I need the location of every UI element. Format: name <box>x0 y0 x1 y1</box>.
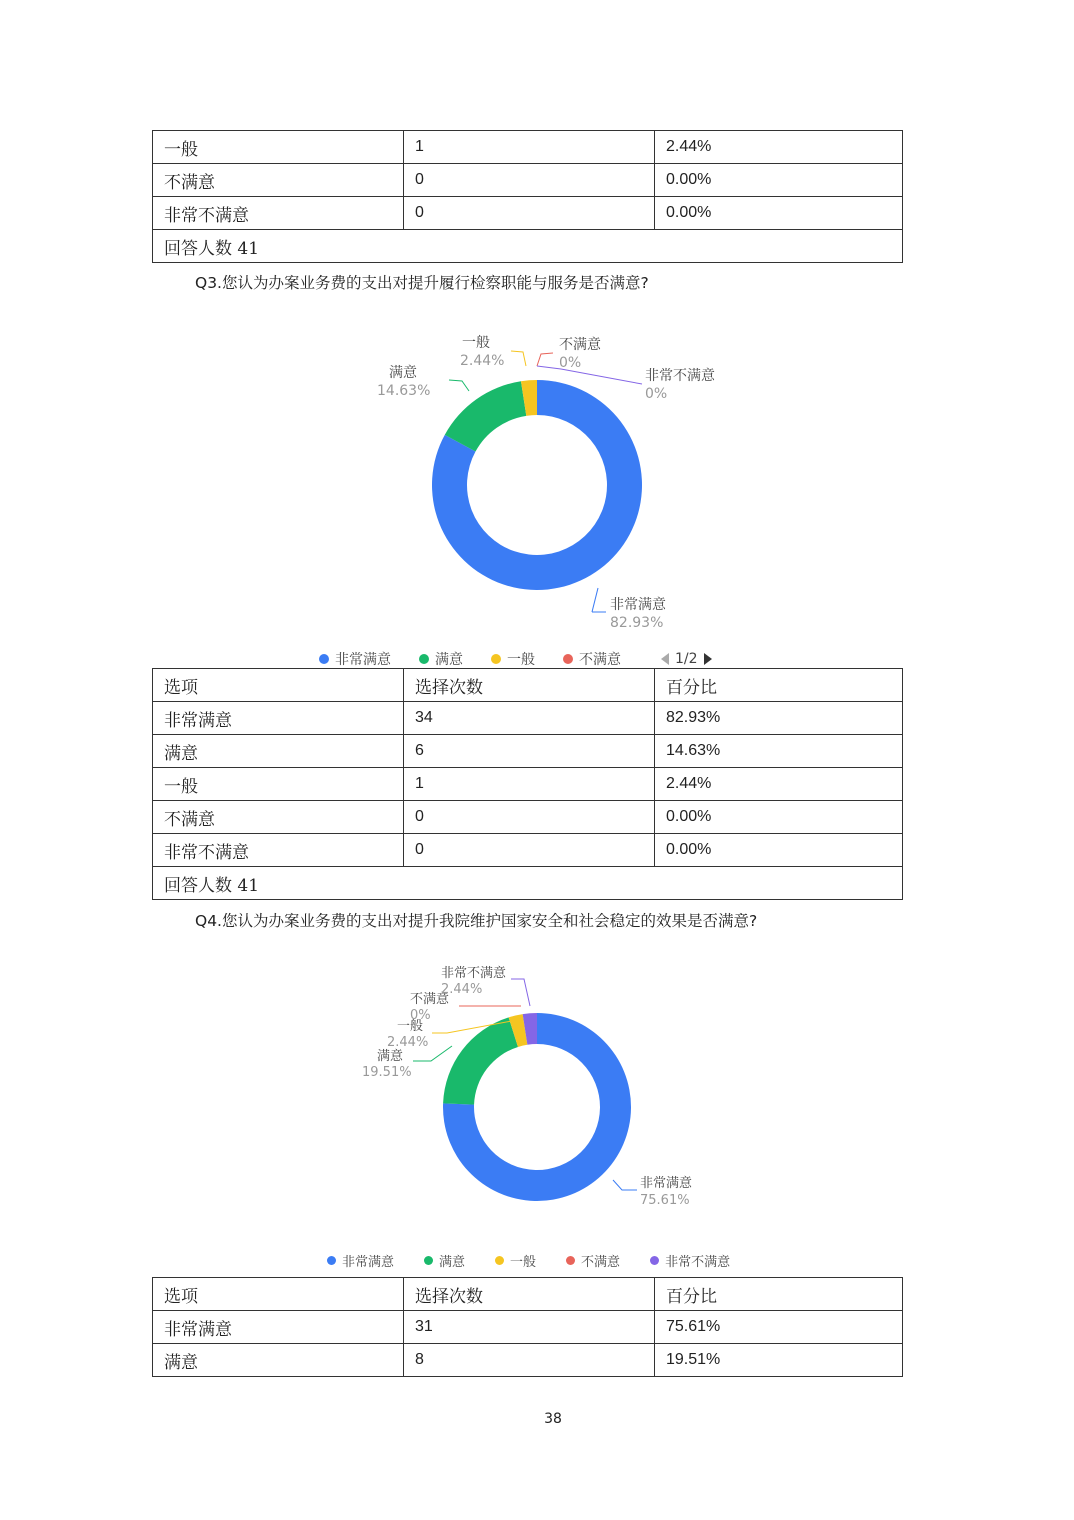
table-row <box>153 1344 903 1377</box>
previous-page-icon[interactable] <box>661 653 669 665</box>
table-header-row <box>153 669 903 702</box>
table-row <box>153 834 903 867</box>
legend-label: 非常不满意 <box>665 1255 731 1270</box>
q4-label-very-satisfied: 非常满意 <box>640 1176 693 1191</box>
legend-dot <box>424 1256 433 1265</box>
legend-item[interactable] <box>495 1251 536 1270</box>
legend-dot <box>491 654 501 664</box>
q4-slices <box>443 1013 631 1201</box>
q3-legend <box>319 649 712 669</box>
legend-label: 满意 <box>435 652 463 668</box>
q3-slices <box>432 380 642 590</box>
table-row <box>153 702 903 735</box>
percent-cell: 0.00% <box>655 834 903 867</box>
header-percent: 百分比 <box>655 669 903 702</box>
header-option: 选项 <box>153 669 404 702</box>
q3-pct-dissatisfied: 0% <box>559 355 582 371</box>
q4-pct-average: 2.44% <box>387 1035 429 1050</box>
respondents-count: 回答人数 41 <box>153 867 903 900</box>
option-cell: 非常满意 <box>153 702 404 735</box>
legend-label: 非常满意 <box>335 652 391 668</box>
legend-label: 不满意 <box>581 1255 621 1270</box>
q3-pct-very-dissatisfied: 0% <box>645 386 668 402</box>
legend-pager <box>661 651 712 667</box>
q4-results-table <box>152 1277 903 1377</box>
legend-dot <box>327 1256 336 1265</box>
count-cell: 1 <box>404 768 655 801</box>
percent-cell: 0.00% <box>655 164 903 197</box>
q3-label-very-dissatisfied: 非常不满意 <box>645 368 715 384</box>
option-cell: 满意 <box>153 1344 404 1377</box>
q4-label-satisfied: 满意 <box>377 1049 404 1064</box>
q4-leader-very-satisfied <box>613 1180 637 1190</box>
q3-results-table <box>152 668 903 900</box>
header-option: 选项 <box>153 1278 404 1311</box>
count-cell: 0 <box>404 164 655 197</box>
option-cell: 非常不满意 <box>153 197 404 230</box>
q3-leader-satisfied <box>449 380 469 391</box>
q3-label-satisfied: 满意 <box>389 365 417 381</box>
percent-cell: 0.00% <box>655 197 903 230</box>
legend-label: 一般 <box>510 1255 537 1270</box>
count-cell: 31 <box>404 1311 655 1344</box>
legend-item[interactable] <box>419 649 463 669</box>
q4-donut-chart <box>0 900 1074 1250</box>
respondents-count: 回答人数 41 <box>153 230 903 263</box>
q4-pct-dissatisfied: 0% <box>410 1008 431 1023</box>
option-cell: 非常不满意 <box>153 834 404 867</box>
q3-leader-average <box>511 351 526 366</box>
q3-slice-1[interactable] <box>445 381 527 451</box>
legend-item[interactable] <box>563 649 621 669</box>
legend-item[interactable] <box>491 649 535 669</box>
q3-label-very-satisfied: 非常满意 <box>610 597 666 613</box>
q4-label-dissatisfied: 不满意 <box>410 992 450 1007</box>
q4-legend <box>327 1251 730 1270</box>
header-count: 选择次数 <box>404 1278 655 1311</box>
q3-pct-average: 2.44% <box>460 353 505 369</box>
table-row <box>153 801 903 834</box>
option-cell: 不满意 <box>153 164 404 197</box>
header-percent: 百分比 <box>655 1278 903 1311</box>
option-cell: 满意 <box>153 735 404 768</box>
percent-cell: 0.00% <box>655 801 903 834</box>
legend-label: 一般 <box>507 652 535 668</box>
q3-leader-very-satisfied <box>592 588 598 612</box>
next-page-icon[interactable] <box>704 653 712 665</box>
legend-label: 不满意 <box>579 652 621 668</box>
count-cell: 0 <box>404 197 655 230</box>
q4-label-very-dissatisfied: 非常不满意 <box>441 966 507 981</box>
q3-question-title: Q3.您认为办案业务费的支出对提升履行检察职能与服务是否满意? <box>195 274 649 292</box>
count-cell: 6 <box>404 735 655 768</box>
percent-cell: 2.44% <box>655 131 903 164</box>
count-cell: 34 <box>404 702 655 735</box>
table-row <box>153 1311 903 1344</box>
legend-dot <box>650 1256 659 1265</box>
percent-cell: 75.61% <box>655 1311 903 1344</box>
q3-label-average: 一般 <box>462 335 490 351</box>
count-cell: 0 <box>404 834 655 867</box>
q4-slice-1[interactable] <box>443 1017 518 1104</box>
legend-item[interactable] <box>650 1251 730 1270</box>
q3-pct-satisfied: 14.63% <box>377 383 431 399</box>
table-row <box>153 768 903 801</box>
legend-dot <box>566 1256 575 1265</box>
percent-cell: 14.63% <box>655 735 903 768</box>
percent-cell: 2.44% <box>655 768 903 801</box>
legend-item[interactable] <box>566 1251 620 1270</box>
header-count: 选择次数 <box>404 669 655 702</box>
count-cell: 1 <box>404 131 655 164</box>
q3-donut-chart <box>0 0 1074 700</box>
q4-leader-very-dissatisfied <box>511 979 530 1006</box>
option-cell: 不满意 <box>153 801 404 834</box>
q4-pct-satisfied: 19.51% <box>362 1065 412 1080</box>
count-cell: 0 <box>404 801 655 834</box>
q3-pct-very-satisfied: 82.93% <box>610 615 664 631</box>
legend-item[interactable] <box>424 1251 465 1270</box>
q4-pct-very-satisfied: 75.61% <box>640 1193 690 1208</box>
legend-label: 非常满意 <box>342 1255 395 1270</box>
legend-item[interactable] <box>327 1251 394 1270</box>
q4-question-title: Q4.您认为办案业务费的支出对提升我院维护国家安全和社会稳定的效果是否满意? <box>195 912 758 930</box>
option-cell: 非常满意 <box>153 1311 404 1344</box>
page-number: 38 <box>544 1411 562 1427</box>
percent-cell: 19.51% <box>655 1344 903 1377</box>
table-row <box>153 735 903 768</box>
legend-item[interactable] <box>319 649 391 669</box>
legend-dot <box>319 654 329 664</box>
option-cell: 一般 <box>153 131 404 164</box>
legend-dot <box>419 654 429 664</box>
q3-leader-dissatisfied <box>537 353 553 366</box>
legend-label: 满意 <box>439 1255 466 1270</box>
table-header-row <box>153 1278 903 1311</box>
count-cell: 8 <box>404 1344 655 1377</box>
q4-pct-very-dissatisfied: 2.44% <box>441 982 483 997</box>
respondents-row <box>153 867 903 900</box>
percent-cell: 82.93% <box>655 702 903 735</box>
q3-label-dissatisfied: 不满意 <box>559 337 601 353</box>
legend-page-indicator: 1/2 <box>675 651 698 667</box>
legend-dot <box>495 1256 504 1265</box>
legend-dot <box>563 654 573 664</box>
q4-label-average: 一般 <box>397 1019 424 1034</box>
option-cell: 一般 <box>153 768 404 801</box>
